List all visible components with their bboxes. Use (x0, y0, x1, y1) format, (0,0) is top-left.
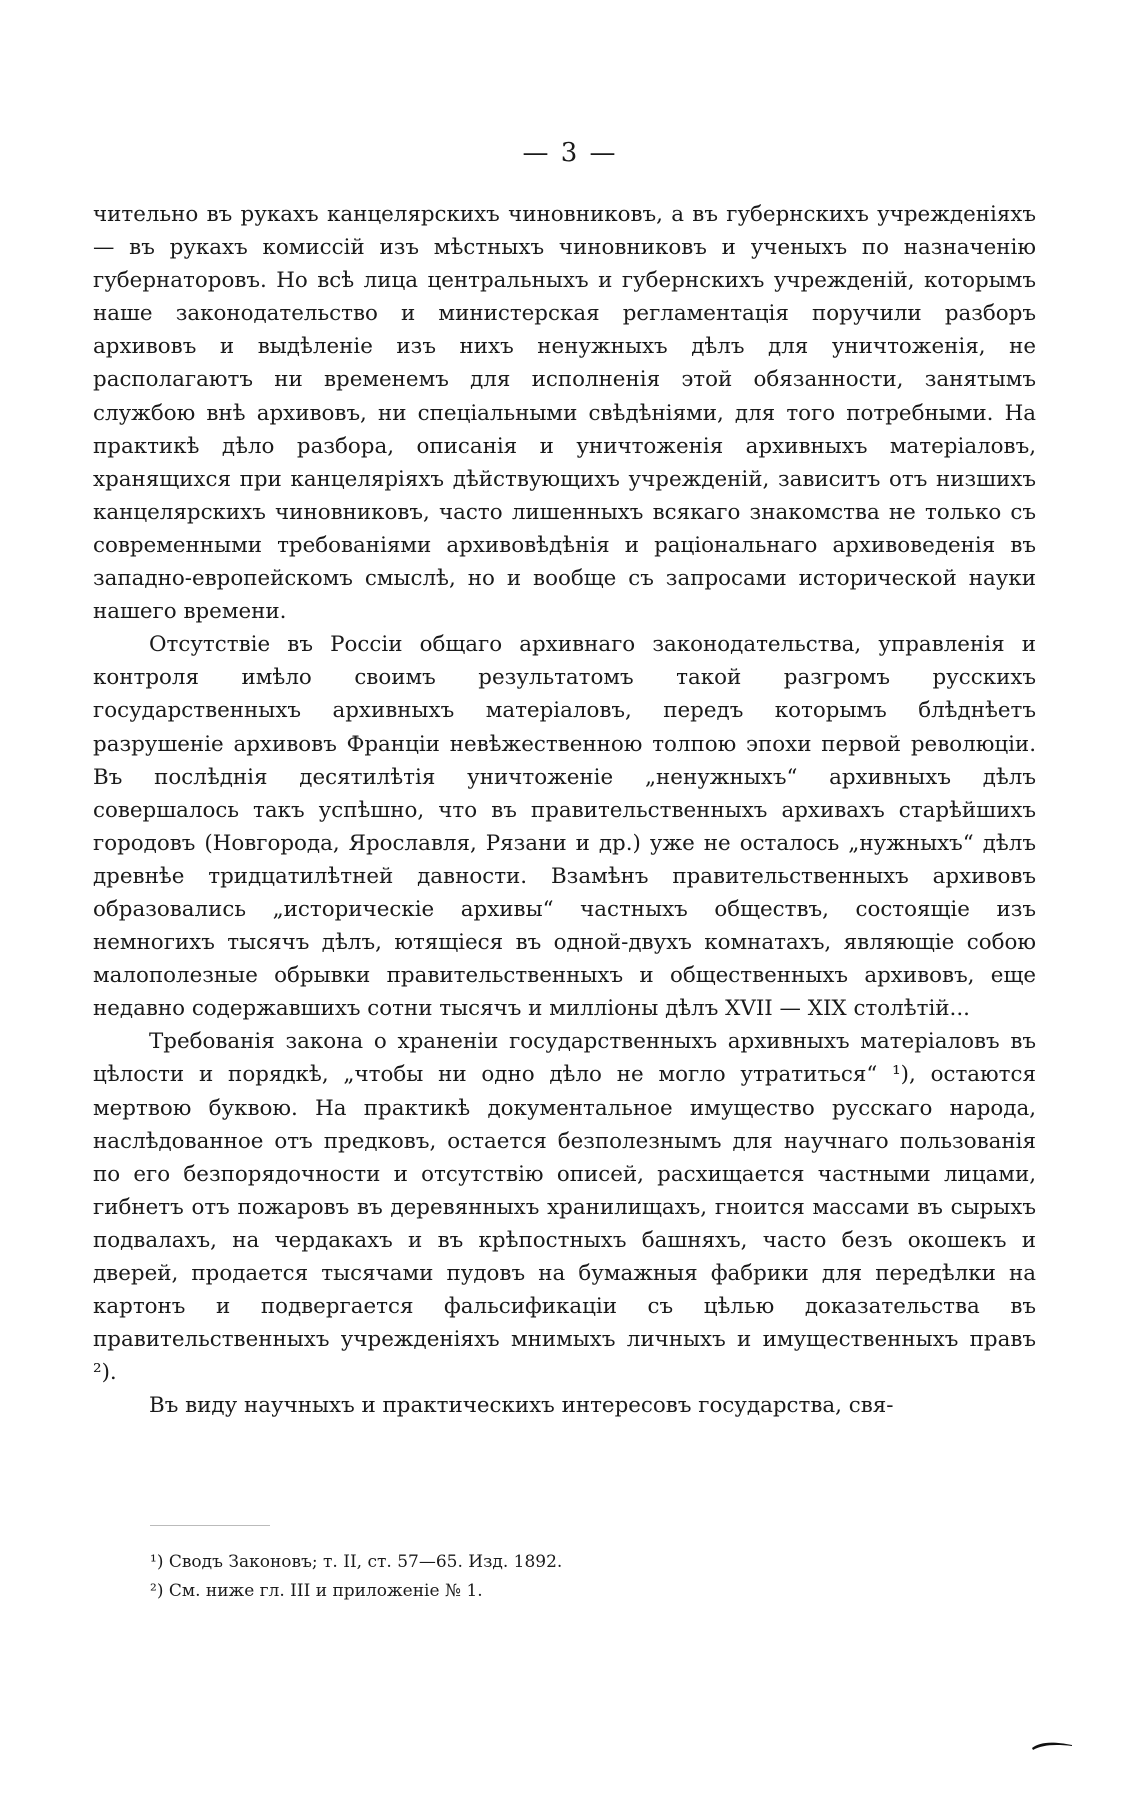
printer-mark-icon (1030, 1739, 1074, 1751)
footnote-2: ²) См. ниже гл. III и приложенiе № 1. (150, 1581, 483, 1601)
paragraph-3: Требованiя закона о храненiи государственныхъ архивныхъ матерiаловъ въ цѣлости и порядкѣ, „чтобы ни одно дѣло не могло утратиться“ ¹), остаются мертвою буквою. На практикѣ документальное имущество русскаго народа, наслѣдованное отъ предковъ, остается безполезнымъ для научнаго пользованiя по его безпорядочности и отсутствiю описей, расхищается частными лицами, гибнетъ отъ пожаровъ въ деревянныхъ хранилищахъ, гноится массами въ сырыхъ подвалахъ, на чердакахъ и въ крѣпостныхъ башняхъ, часто безъ окошекъ и дверей, продается тысячами пудовъ на бумажныя фабрики для передѣлки на картонъ и подвергается фальсификацiи съ цѣлью доказательства въ правительственныхъ учрежденiяхъ мнимыхъ личныхъ и имущественныхъ правъ ²). (93, 1029, 1036, 1386)
body-text (93, 198, 1036, 1422)
paragraph-1: чительно въ рукахъ канцелярскихъ чиновниковъ, а въ губернскихъ учрежденiяхъ — въ рукахъ комиссiй изъ мѣстныхъ чиновниковъ и ученыхъ по назначенiю губернаторовъ. Но всѣ лица центральныхъ и губернскихъ учрежденiй, которымъ наше законодательство и министерская регламентацiя поручили разборъ архивовъ и выдѣленiе изъ нихъ ненужныхъ дѣлъ для уничтоженiя, не располагаютъ ни временемъ для исполненiя этой обязанности, занятымъ службою внѣ архивовъ, ни спецiальными свѣдѣнiями, для того потребными. На практикѣ дѣло разбора, описанiя и уничтоженiя архивныхъ матерiаловъ, хранящихся при канцелярiяхъ дѣйствующихъ учрежденiй, зависитъ отъ низшихъ канцелярскихъ чиновниковъ, часто лишенныхъ всякаго знакомства не только съ современными требованiями архивовѣдѣнiя и рацiональнаго архивоведенiя въ западно-европейскомъ смыслѣ, но и вообще съ запросами исторической науки нашего времени. (93, 202, 1036, 625)
page-number: — 3 — (522, 138, 618, 168)
paragraph-2: Отсутствiе въ Россiи общаго архивнаго законодательства, управленiя и контроля имѣло своимъ результатомъ такой разгромъ русскихъ государственныхъ архивныхъ матерiаловъ, передъ которымъ блѣднѣетъ разрушенiе архивовъ Францiи невѣжественною толпою эпохи первой революцiи. Въ послѣднiя десятилѣтiя уничтоженiе „ненужныхъ“ архивныхъ дѣлъ совершалось такъ успѣшно, что въ правительственныхъ архивахъ старѣйшихъ городовъ (Новгорода, Ярославля, Рязани и др.) уже не осталось „нужныхъ“ дѣлъ древнѣе тридцатилѣтней давности. Взамѣнъ правительственныхъ архивовъ образовались „историческiе архивы“ частныхъ обществъ, состоящiе изъ немногихъ тысячъ дѣлъ, ютящiеся въ одной-двухъ комнатахъ, являющiе собою малополезные обрывки правительственныхъ и общественныхъ архивовъ, еще недавно содержавшихъ сотни тысячъ и миллiоны дѣлъ XVII — XIX столѣтiй... (93, 632, 1036, 1022)
footnotes (150, 1548, 950, 1606)
footnote-1: ¹) Сводъ Законовъ; т. II, ст. 57—65. Изд. 1892. (150, 1552, 563, 1572)
footnote-divider (150, 1525, 270, 1526)
paragraph-4: Въ виду научныхъ и практическихъ интересовъ государства, свя- (149, 1393, 894, 1419)
